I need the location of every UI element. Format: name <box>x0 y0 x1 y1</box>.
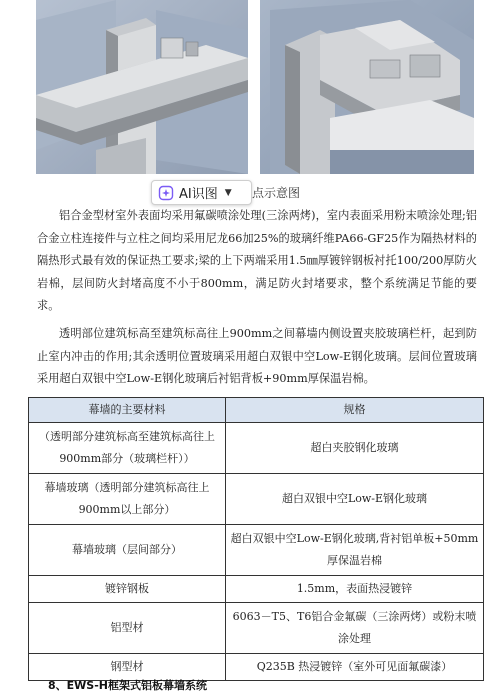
figure-images <box>0 0 492 180</box>
figure-caption: 点示意图 <box>252 186 301 200</box>
ai-image-recognition-button[interactable] <box>151 180 252 205</box>
table-header-cell: 幕墙的主要材料 <box>29 398 226 423</box>
spec-cell: 1.5mm，表面热浸镀锌 <box>226 576 484 603</box>
spec-cell: 超白夹胶钢化玻璃 <box>226 423 484 474</box>
spec-cell: 6063－T5、T6铝合金氟碳（三涂两烤）或粉末喷涂处理 <box>226 603 484 654</box>
table-header-cell: 规格 <box>226 398 484 423</box>
table-row <box>29 423 484 474</box>
paragraph-profile-treatment: 铝合金型材室外表面均采用氟碳喷涂处理(三涂两烤)，室内表面采用粉末喷涂处理;铝合金立柱连接件与立柱之间均采用尼龙66加25%的玻璃纤维PA66-GF25作为隔热材料的隔热形式最有效的保证热工要求;梁的上下两端采用1.5㎜厚镀锌钢板衬托100/200厚防火岩棉，层间防火封堵高度不小于800mm，满足防火封堵要求，整个系统满足节能的要求。 <box>37 209 477 312</box>
table-row <box>29 474 484 525</box>
chevron-down-icon[interactable]: ▼ <box>224 187 232 198</box>
materials-table <box>28 397 484 681</box>
material-cell: 幕墙玻璃（层间部分） <box>29 525 226 576</box>
ai-badge-label: AI识图 <box>179 187 218 202</box>
section-heading: 8、EWS-H框架式铝板幕墙系统 <box>48 679 207 692</box>
curtain-wall-render-right <box>260 0 474 174</box>
spec-cell: 超白双银中空Low-E钢化玻璃 <box>226 474 484 525</box>
curtain-wall-render-left <box>36 0 248 174</box>
material-cell: （透明部分建筑标高至建筑标高往上900mm部分（玻璃栏杆）） <box>29 423 226 474</box>
paragraph-glass-spec: 透明部位建筑标高至建筑标高往上900mm之间幕墙内侧设置夹胶玻璃栏杆，起到防止室内冲击的作用;其余透明位置玻璃采用超白双银中空Low-E钢化玻璃。层间位置玻璃采用超白双银中空Low-E钢化玻璃后衬铝背板+90mm厚保温岩棉。 <box>37 327 477 385</box>
material-cell: 镀锌钢板 <box>29 576 226 603</box>
sparkle-icon <box>158 185 174 201</box>
table-header-row <box>29 398 484 423</box>
material-cell: 钢型材 <box>29 654 226 681</box>
spec-cell: Q235B 热浸镀锌（室外可见面氟碳漆） <box>226 654 484 681</box>
spec-cell: 超白双银中空Low-E钢化玻璃,背衬铝单板+50mm厚保温岩棉 <box>226 525 484 576</box>
material-cell: 幕墙玻璃（透明部分建筑标高往上900mm以上部分） <box>29 474 226 525</box>
material-cell: 铝型材 <box>29 603 226 654</box>
table-row <box>29 576 484 603</box>
table-row <box>29 525 484 576</box>
table-row <box>29 603 484 654</box>
